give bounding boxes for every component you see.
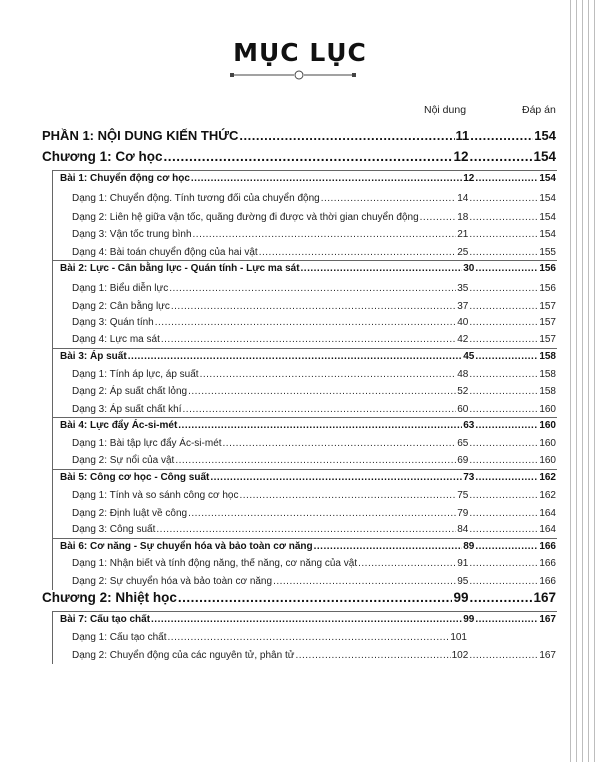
page-number: 37: [457, 301, 469, 312]
entry-label: Dạng 2: Định luật về công: [72, 508, 188, 519]
page-number: 35: [457, 283, 469, 294]
entry-label: Dạng 1: Cấu tạo chất: [72, 632, 167, 643]
dot-leader: [188, 386, 456, 397]
page-number: 95: [457, 576, 469, 587]
entry-label: Dạng 2: Chuyển động của các nguyên tử, phân tử: [72, 650, 295, 661]
entry-label: Dạng 2: Liên hệ giữa vận tốc, quãng đường đi được và thời gian chuyển động: [72, 212, 419, 223]
toc-item[interactable]: [72, 229, 556, 240]
entry-label: Dạng 3: Vận tốc trung bình: [72, 229, 192, 240]
entry-label: Dạng 1: Chuyển động. Tính tương đối của chuyển động: [72, 193, 320, 204]
answer-page-number: 164: [539, 508, 556, 519]
answer-page-number: 156: [539, 283, 556, 294]
page-number: 52: [457, 386, 469, 397]
dot-leader: [358, 558, 456, 569]
dot-leader-answers: [475, 541, 538, 552]
dot-leader-answers: [469, 558, 538, 569]
entry-label: Dạng 1: Biểu diễn lực: [72, 283, 169, 294]
toc-item[interactable]: [72, 404, 556, 415]
dot-leader: [128, 351, 463, 362]
answer-page-number: 166: [539, 558, 556, 569]
page-number: 40: [457, 317, 469, 328]
dot-leader: [273, 576, 456, 587]
entry-label: Dạng 1: Bài tập lực đẩy Ác-si-mét: [72, 438, 222, 449]
dot-leader: [321, 193, 457, 204]
toc-item[interactable]: [72, 558, 556, 569]
toc-lesson-5[interactable]: [60, 472, 556, 483]
dot-leader-answers: [469, 247, 538, 258]
dot-leader: [420, 212, 457, 223]
dot-leader-answers: [475, 472, 538, 483]
page-number: 21: [457, 229, 469, 240]
dot-leader-answers: [469, 212, 538, 223]
entry-label: Chương 1: Cơ học: [42, 149, 163, 164]
dot-leader: [156, 524, 456, 535]
page-number: 84: [457, 524, 469, 535]
dot-leader-answers: [475, 614, 538, 625]
dot-leader-answers: [475, 420, 538, 431]
page-number: 75: [457, 490, 469, 501]
dot-leader: [223, 438, 457, 449]
page-number: 102: [451, 650, 469, 661]
entry-label: Dạng 3: Áp suất chất khí: [72, 404, 182, 415]
answer-page-number: 162: [539, 490, 556, 501]
toc-item[interactable]: [72, 490, 556, 501]
entry-label: Bài 5: Công cơ học - Công suất: [60, 472, 210, 483]
dot-leader-answers: [469, 590, 532, 605]
dot-leader: [175, 455, 456, 466]
entry-label: Dạng 1: Nhận biết và tính động năng, thế năng, cơ năng của vật: [72, 558, 358, 569]
entry-label: Dạng 2: Sự chuyển hóa và bảo toàn cơ năng: [72, 576, 273, 587]
toc-item[interactable]: [72, 212, 556, 223]
toc-item[interactable]: [72, 386, 556, 397]
toc-item[interactable]: [72, 576, 556, 587]
answer-page-number: 157: [539, 301, 556, 312]
toc-item[interactable]: [72, 301, 556, 312]
page-number: 99: [463, 614, 475, 625]
dot-leader: [161, 334, 456, 345]
answer-page-number: 167: [533, 590, 556, 605]
page-number: 101: [450, 632, 467, 643]
dot-leader-answers: [475, 173, 538, 184]
page-number: 63: [463, 420, 475, 431]
entry-label: Bài 4: Lực đẩy Ác-si-mét: [60, 420, 178, 431]
entry-label: Dạng 4: Bài toán chuyển động của hai vật: [72, 247, 258, 258]
dot-leader-answers: [469, 576, 538, 587]
page-number: 42: [457, 334, 469, 345]
answer-page-number: 166: [539, 576, 556, 587]
toc-item[interactable]: [72, 524, 556, 535]
entry-label: Dạng 4: Lực ma sát: [72, 334, 160, 345]
dot-leader: [178, 590, 453, 605]
page-number: 48: [457, 369, 469, 380]
entry-label: Dạng 1: Tính và so sánh công cơ học: [72, 490, 239, 501]
entry-label: Dạng 2: Cân bằng lực: [72, 301, 170, 312]
dot-leader: [183, 404, 457, 415]
toc-item[interactable]: [72, 632, 556, 643]
dot-leader-answers: [469, 650, 538, 661]
dot-leader-answers: [469, 283, 538, 294]
entry-label: Bài 2: Lực - Cân bằng lực - Quán tính - Lực ma sát: [60, 263, 300, 274]
page-number: 60: [457, 404, 469, 415]
entry-label: Dạng 1: Tính áp lực, áp suất: [72, 369, 199, 380]
toc-lesson-2[interactable]: [60, 263, 556, 274]
dot-leader: [193, 229, 457, 240]
answer-page-number: 160: [539, 455, 556, 466]
entry-label: Bài 3: Áp suất: [60, 351, 127, 362]
answer-page-number: 156: [539, 263, 556, 274]
dot-leader-answers: [475, 351, 538, 362]
toc-lesson-7[interactable]: [60, 614, 556, 625]
entry-label: Chương 2: Nhiệt học: [42, 590, 177, 605]
entry-label: Bài 1: Chuyển động cơ học: [60, 173, 190, 184]
dot-leader-answers: [469, 369, 538, 380]
dot-leader-answers: [469, 301, 538, 312]
page-number: 89: [463, 541, 475, 552]
dot-leader-answers: [469, 455, 538, 466]
dot-leader: [239, 128, 454, 143]
answer-page-number: 155: [539, 247, 556, 258]
dot-leader: [188, 508, 456, 519]
header-content: Nội dung: [424, 104, 467, 116]
entry-label: Dạng 3: Công suất: [72, 524, 156, 535]
title-ornament-icon: [228, 68, 358, 82]
answer-page-number: 157: [539, 317, 556, 328]
toc-lesson-4[interactable]: [60, 420, 556, 431]
toc-item[interactable]: [72, 193, 556, 204]
answer-page-number: 154: [533, 149, 556, 164]
page-number: 12: [463, 173, 475, 184]
answer-page-number: 158: [539, 369, 556, 380]
dot-leader: [295, 650, 450, 661]
toc-item[interactable]: [72, 247, 556, 258]
entry-label: PHẦN 1: NỘI DUNG KIẾN THỨC: [42, 128, 239, 143]
page-number: 79: [457, 508, 469, 519]
toc-chapter-1[interactable]: [42, 149, 556, 164]
dot-leader: [259, 247, 456, 258]
page-number: 30: [463, 263, 475, 274]
answer-page-number: 167: [539, 614, 556, 625]
dot-leader: [168, 632, 450, 643]
dot-leader: [200, 369, 457, 380]
answer-page-number: 166: [539, 541, 556, 552]
toc-lesson-3[interactable]: [60, 351, 556, 362]
answer-page-number: 154: [534, 128, 556, 143]
dot-leader: [151, 614, 462, 625]
page-number: 11: [455, 128, 470, 143]
answer-page-number: 160: [539, 404, 556, 415]
dot-leader-answers: [469, 386, 538, 397]
dot-leader-answers: [475, 263, 538, 274]
page-number: 45: [463, 351, 475, 362]
dot-leader: [239, 490, 456, 501]
answer-page-number: 167: [539, 650, 556, 661]
dot-leader-answers: [469, 438, 538, 449]
dot-leader-answers: [469, 490, 538, 501]
dot-leader-answers: [469, 317, 538, 328]
dot-leader: [163, 149, 452, 164]
answer-page-number: 154: [539, 173, 556, 184]
toc-item[interactable]: [72, 317, 556, 328]
answer-page-number: 154: [539, 212, 556, 223]
entry-label: Dạng 2: Sự nổi của vật: [72, 455, 175, 466]
dot-leader-answers: [469, 149, 532, 164]
dot-leader-answers: [469, 508, 538, 519]
toc-lesson-1[interactable]: [60, 173, 556, 184]
page-number: 18: [457, 212, 469, 223]
dot-leader-answers: [469, 229, 538, 240]
toc-item[interactable]: [72, 650, 556, 661]
page-number: 69: [457, 455, 469, 466]
page-edge-decoration: [564, 0, 600, 762]
answer-page-number: 164: [539, 524, 556, 535]
toc-item[interactable]: [72, 283, 556, 294]
toc-item[interactable]: [72, 369, 556, 380]
page-number: 14: [457, 193, 469, 204]
toc-lesson-6[interactable]: [60, 541, 556, 552]
dot-leader-answers: [469, 334, 538, 345]
dot-leader: [301, 263, 463, 274]
dot-leader-answers: [469, 404, 538, 415]
answer-page-number: 162: [539, 472, 556, 483]
dot-leader-answers: [469, 193, 538, 204]
dot-leader: [171, 301, 456, 312]
page-number: 25: [457, 247, 469, 258]
header-answers: Đáp án: [522, 104, 556, 116]
answer-page-number: 160: [539, 438, 556, 449]
page-number: 65: [457, 438, 469, 449]
toc-item[interactable]: [72, 334, 556, 345]
page-number: 73: [463, 472, 475, 483]
entry-label: Bài 6: Cơ năng - Sự chuyển hóa và bảo toàn cơ năng: [60, 541, 313, 552]
answer-page-number: 154: [539, 193, 556, 204]
page-number: 91: [457, 558, 469, 569]
entry-label: Dạng 3: Quán tính: [72, 317, 154, 328]
answer-page-number: 158: [539, 386, 556, 397]
entry-label: Dạng 2: Áp suất chất lỏng: [72, 386, 188, 397]
answer-page-number: 160: [539, 420, 556, 431]
dot-leader: [155, 317, 456, 328]
dot-leader: [178, 420, 462, 431]
dot-leader: [314, 541, 463, 552]
dot-leader: [210, 472, 462, 483]
toc-item[interactable]: [72, 438, 556, 449]
dot-leader: [191, 173, 462, 184]
toc-chapter-2[interactable]: [42, 590, 556, 605]
answer-page-number: 158: [539, 351, 556, 362]
toc-part-1[interactable]: [42, 128, 556, 143]
answer-page-number: 154: [539, 229, 556, 240]
toc-item[interactable]: [72, 455, 556, 466]
answer-page-number: 157: [539, 334, 556, 345]
page-number: 12: [453, 149, 469, 164]
dot-leader-answers: [470, 128, 533, 143]
page-title: MỤC LỤC: [233, 38, 367, 67]
dot-leader: [169, 283, 456, 294]
page-number: 99: [453, 590, 469, 605]
entry-label: Bài 7: Cấu tạo chất: [60, 614, 151, 625]
dot-leader-answers: [469, 524, 538, 535]
toc-item[interactable]: [72, 508, 556, 519]
